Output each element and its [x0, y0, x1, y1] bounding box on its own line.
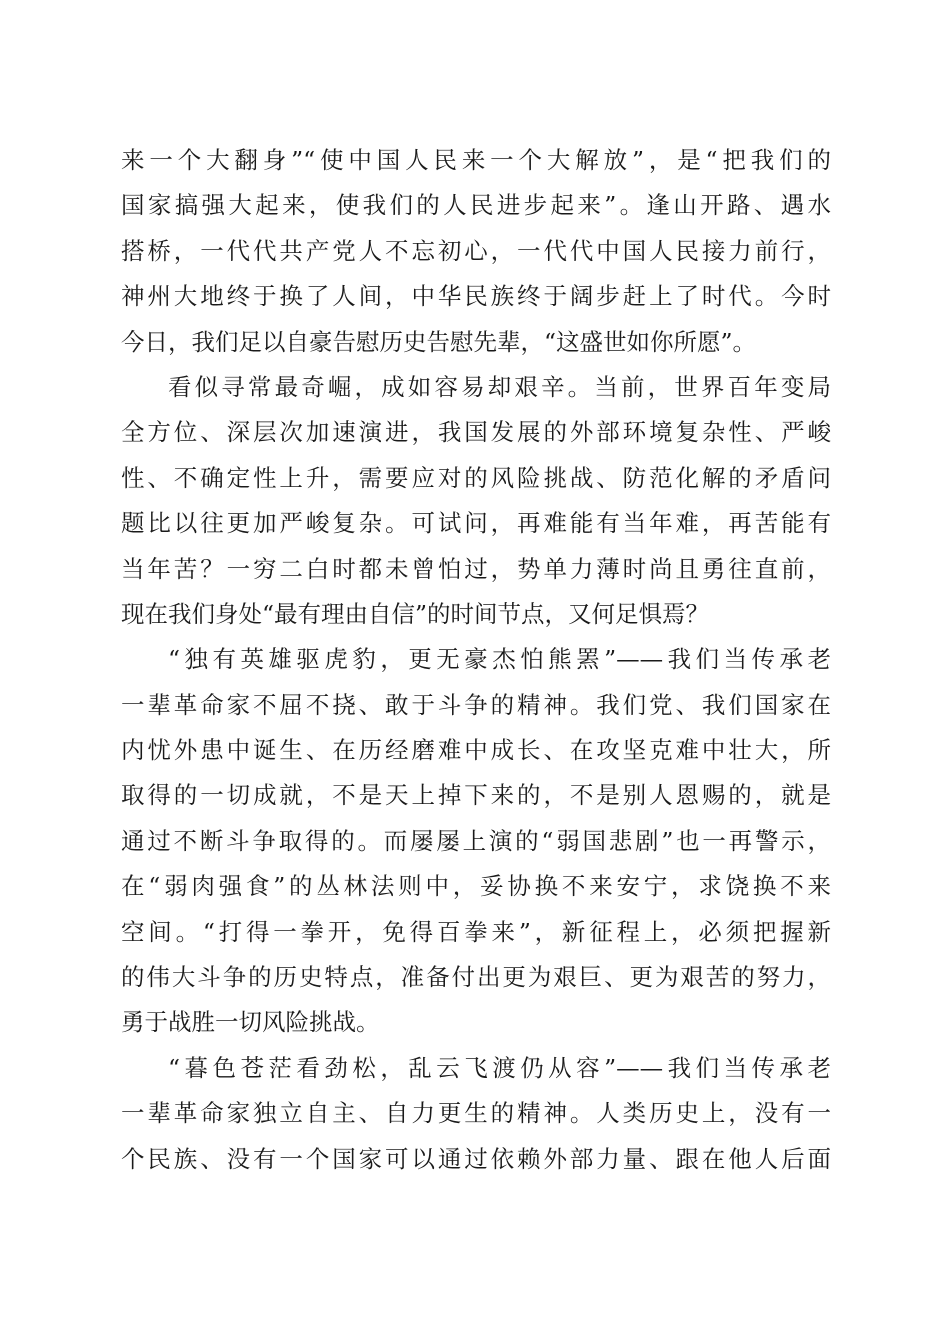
text-line: 来一个大翻身”“使中国人民来一个大解放”，是“把我们的: [121, 146, 831, 174]
text-line: 的伟大斗争的历史特点，准备付出更为艰巨、更为艰苦的努力，: [121, 963, 831, 992]
text-line: 全方位、深层次加速演进，我国发展的外部环境复杂性、严峻: [121, 418, 831, 447]
document-body: [121, 138, 831, 1182]
paragraph-1: [121, 138, 831, 365]
text-line: 搭桥，一代代共产党人不忘初心，一代代中国人民接力前行，: [121, 236, 831, 265]
text-line: 内忧外患中诞生、在历经磨难中成长、在攻坚克难中壮大，所: [121, 736, 831, 765]
text-line: 当年苦？一穷二白时都未曾怕过，势单力薄时尚且勇往直前，: [121, 554, 831, 583]
text-line: 看似寻常最奇崛，成如容易却艰辛。当前，世界百年变局: [168, 372, 831, 401]
paragraph-2: [121, 365, 831, 637]
text-line: 题比以往更加严峻复杂。可试问，再难能有当年难，再苦能有: [121, 509, 831, 538]
text-line: 取得的一切成就，不是天上掉下来的，不是别人恩赐的，就是: [121, 781, 831, 810]
text-line: 在“弱肉强食”的丛林法则中，妥协换不来安宁，求饶换不来: [121, 872, 831, 901]
text-line: “暮色苍茫看劲松，乱云飞渡仍从容”——我们当传承老: [168, 1053, 831, 1082]
text-line: 性、不确定性上升，需要应对的风险挑战、防范化解的矛盾问: [121, 463, 831, 492]
text-line: 现在我们身处“最有理由自信”的时间节点，又何足惧焉？: [121, 599, 710, 628]
text-line: 一辈革命家独立自主、自力更生的精神。人类历史上，没有一: [121, 1099, 831, 1128]
text-line: “独有英雄驱虎豹，更无豪杰怕熊罴”——我们当传承老: [168, 645, 831, 674]
paragraph-4: [121, 1046, 831, 1182]
text-line: 个民族、没有一个国家可以通过依赖外部力量、跟在他人后面: [121, 1144, 831, 1173]
text-line: 通过不断斗争取得的。而屡屡上演的“弱国悲剧”也一再警示，: [121, 826, 831, 855]
text-line: 神州大地终于换了人间，中华民族终于阔步赶上了时代。今时: [121, 282, 831, 311]
text-line: 勇于战胜一切风险挑战。: [121, 1008, 380, 1037]
text-line: 一辈革命家不屈不挠、敢于斗争的精神。我们党、我们国家在: [121, 690, 831, 719]
text-line: 空间。“打得一拳开，免得百拳来”，新征程上，必须把握新: [121, 917, 831, 946]
text-line: 国家搞强大起来，使我们的人民进步起来”。逢山开路、遇水: [121, 191, 831, 220]
text-line: 今日，我们足以自豪告慰历史告慰先辈，“这盛世如你所愿”。: [121, 327, 757, 356]
paragraph-3: [121, 637, 831, 1046]
